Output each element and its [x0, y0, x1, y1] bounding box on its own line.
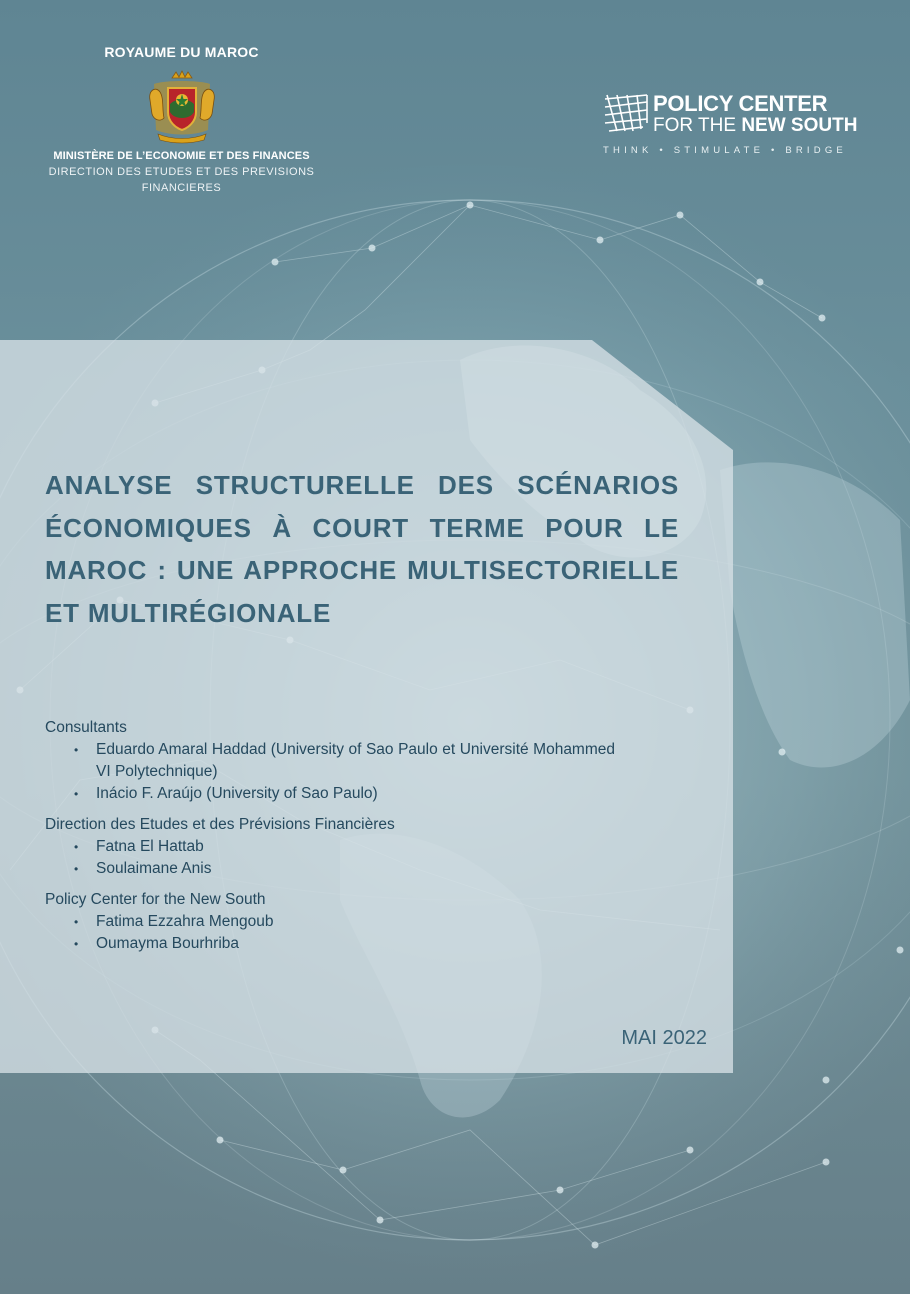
credit-group-label: Direction des Etudes et des Prévisions Financières	[45, 816, 395, 833]
partner-name-line2	[653, 115, 857, 137]
partner-name-bold: NEW SOUTH	[741, 115, 858, 136]
credit-group-depf	[45, 814, 615, 880]
credit-group-label: Consultants	[45, 719, 127, 736]
publication-date: MAI 2022	[621, 1027, 707, 1049]
credits-section	[45, 717, 615, 964]
credit-people-list	[45, 836, 615, 880]
ministry-header	[40, 44, 323, 196]
globe-mesh-icon	[603, 93, 649, 133]
partner-name-line1: POLICY CENTER	[653, 91, 828, 116]
credit-person: • Oumayma Bourhriba	[96, 933, 615, 955]
policy-center-logo	[603, 93, 865, 156]
credit-group-pcns	[45, 889, 615, 955]
credit-people-list	[45, 739, 615, 805]
credit-group-consultants	[45, 717, 615, 805]
moroccan-coat-of-arms-icon	[144, 70, 220, 144]
credit-group-label: Policy Center for the New South	[45, 891, 266, 908]
credit-person: • Inácio F. Araújo (University of Sao Paulo)	[96, 783, 615, 805]
ministry-name: MINISTÈRE DE L’ECONOMIE ET DES FINANCES	[53, 150, 310, 162]
credit-person: • Soulaimane Anis	[96, 858, 615, 880]
direction-name: DIRECTION DES ETUDES ET DES PREVISIONS FINANCIERES	[48, 166, 315, 194]
credit-person: • Fatima Ezzahra Mengoub	[96, 911, 615, 933]
credit-person: • Fatna El Hattab	[96, 836, 615, 858]
country-name: ROYAUME DU MAROC	[104, 44, 259, 60]
credit-person: • Eduardo Amaral Haddad (University of Sao Paulo et Université Mohammed VI Polytechnique)	[96, 739, 615, 783]
partner-name-light: FOR THE	[653, 115, 742, 136]
credit-people-list	[45, 911, 615, 955]
report-title: ANALYSE STRUCTURELLE DES SCÉNARIOS ÉCONOMIQUES À COURT TERME POUR LE MAROC : UNE APPROCHE MULTISECTORIELLE ET MULTIRÉGIONALE	[45, 470, 679, 628]
partner-tagline: THINK • STIMULATE • BRIDGE	[603, 145, 847, 156]
